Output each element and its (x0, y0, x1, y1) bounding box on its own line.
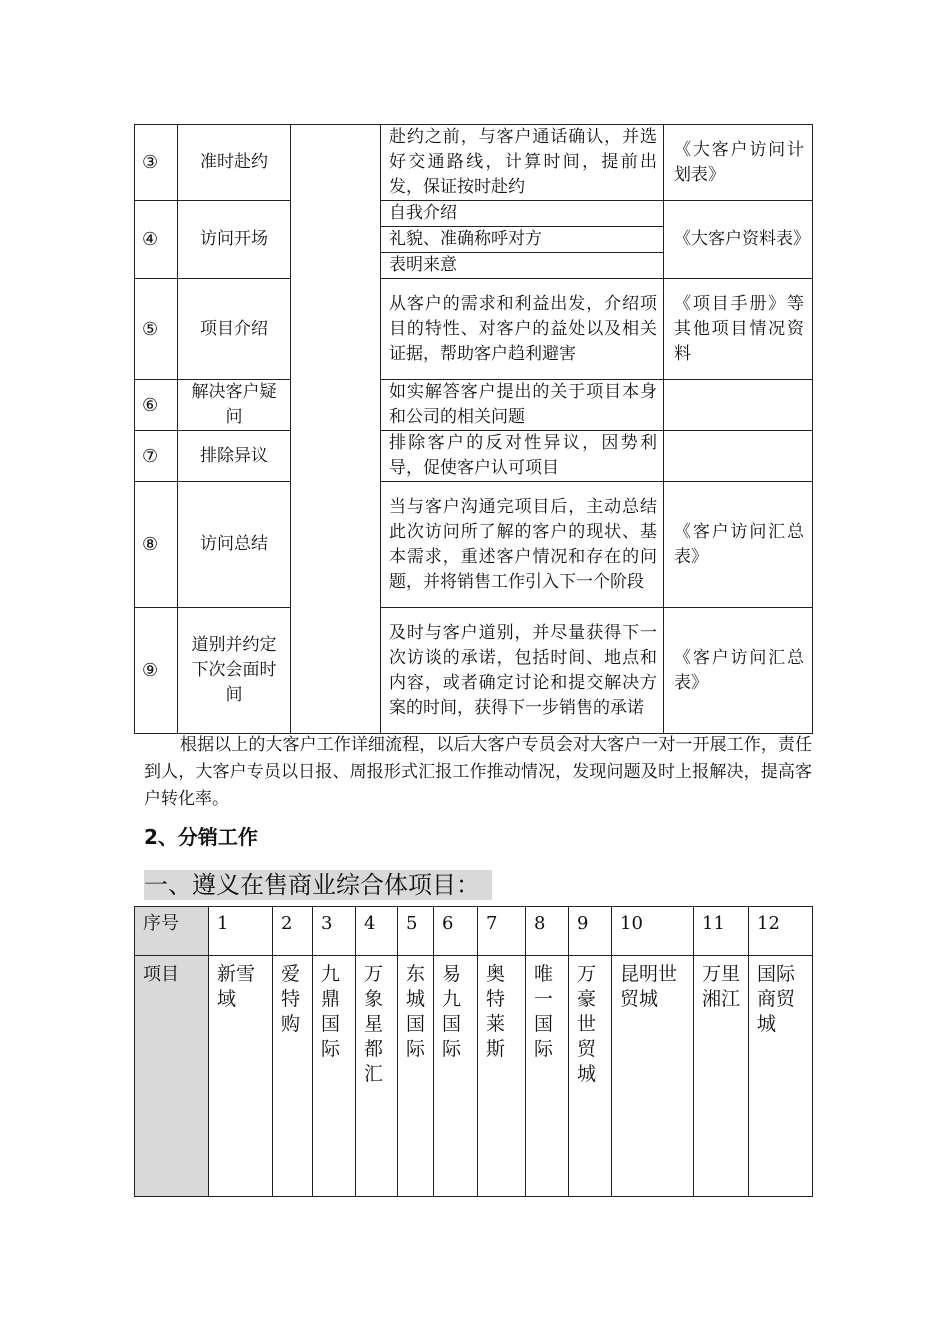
number-cell: 5 (398, 907, 434, 956)
step-name: 准时赴约 (178, 125, 291, 201)
step-name: 道别并约定下次会面时间 (178, 608, 291, 734)
step-reference: 《客户访问汇总表》 (664, 482, 813, 608)
step-reference (664, 380, 813, 431)
step-reference: 《客户访问汇总表》 (664, 608, 813, 734)
table-row (135, 608, 813, 734)
step-reference: 《项目手册》等其他项目情况资料 (664, 279, 813, 380)
table-row (135, 907, 813, 956)
table-row (135, 431, 813, 482)
step-description: 如实解答客户提出的关于项目本身和公司的相关问题 (381, 380, 664, 431)
step-number: ⑦ (135, 431, 178, 482)
table-row (135, 279, 813, 380)
number-cell: 9 (569, 907, 612, 956)
step-number: ⑧ (135, 482, 178, 608)
number-cell: 1 (209, 907, 273, 956)
project-name-cell: 易九国际 (434, 956, 478, 1197)
merged-blank-column (291, 125, 381, 734)
step-name: 排除异议 (178, 431, 291, 482)
step-description: 赴约之前，与客户通话确认，并选好交通路线，计算时间，提前出发，保证按时赴约 (381, 125, 664, 201)
step-description: 从客户的需求和利益出发，介绍项目的特性、对客户的益处以及相关证据，帮助客户趋利避害 (381, 279, 664, 380)
step-number: ⑤ (135, 279, 178, 380)
step-reference: 《大客户访问计划表》 (664, 125, 813, 201)
project-name-cell: 奥特莱斯 (478, 956, 526, 1197)
number-cell: 2 (273, 907, 313, 956)
project-name-cell: 万象星都汇 (356, 956, 398, 1197)
project-name-cell: 昆明世贸城 (612, 956, 694, 1197)
number-cell: 8 (526, 907, 569, 956)
step-reference (664, 431, 813, 482)
project-name-cell: 爱特购 (273, 956, 313, 1197)
projects-table (134, 906, 813, 1197)
table-row (135, 956, 813, 1197)
number-cell: 10 (612, 907, 694, 956)
step-description: 及时与客户道别，并尽量获得下一次访谈的承诺，包括时间、地点和内容，或者确定讨论和提交解决方案的时间，获得下一步销售的承诺 (381, 608, 664, 734)
step-description: 礼貌、准确称呼对方 (381, 227, 664, 253)
step-description: 排除客户的反对性异议，因势利导，促使客户认可项目 (381, 431, 664, 482)
table-row (135, 380, 813, 431)
project-name-cell: 东城国际 (398, 956, 434, 1197)
step-name: 访问开场 (178, 201, 291, 279)
project-name-cell: 万里湘江 (694, 956, 749, 1197)
table-row (135, 201, 813, 227)
project-name-cell: 国际商贸城 (749, 956, 813, 1197)
number-cell: 4 (356, 907, 398, 956)
step-reference: 《大客户资料表》 (664, 201, 813, 279)
header-cell-number: 序号 (135, 907, 209, 956)
number-cell: 12 (749, 907, 813, 956)
page-heading: 一、遵义在售商业综合体项目： (144, 870, 492, 900)
step-number: ④ (135, 201, 178, 279)
number-cell: 6 (434, 907, 478, 956)
project-name-cell: 九鼎国际 (313, 956, 356, 1197)
step-number: ⑥ (135, 380, 178, 431)
step-number: ⑨ (135, 608, 178, 734)
visit-process-table (134, 124, 813, 734)
number-cell: 11 (694, 907, 749, 956)
section-title: 2、分销工作 (144, 825, 258, 849)
step-description: 自我介绍 (381, 201, 664, 227)
number-cell: 3 (313, 907, 356, 956)
step-description: 当与客户沟通完项目后，主动总结此次访问所了解的客户的现状、基本需求，重述客户情况和存在的问题，并将销售工作引入下一个阶段 (381, 482, 664, 608)
step-number: ③ (135, 125, 178, 201)
table-row (135, 125, 813, 201)
project-name-cell: 唯一国际 (526, 956, 569, 1197)
header-cell-project: 项目 (135, 956, 209, 1197)
summary-paragraph: 根据以上的大客户工作详细流程，以后大客户专员会对大客户一对一开展工作，责任到人，大客户专员以日报、周报形式汇报工作推动情况，发现问题及时上报解决，提高客户转化率。 (144, 735, 812, 809)
table-row (135, 482, 813, 608)
step-description: 表明来意 (381, 253, 664, 279)
project-name-cell: 新雪域 (209, 956, 273, 1197)
step-name: 解决客户疑问 (178, 380, 291, 431)
step-name: 访问总结 (178, 482, 291, 608)
project-name-cell: 万豪世贸城 (569, 956, 612, 1197)
number-cell: 7 (478, 907, 526, 956)
step-name: 项目介绍 (178, 279, 291, 380)
